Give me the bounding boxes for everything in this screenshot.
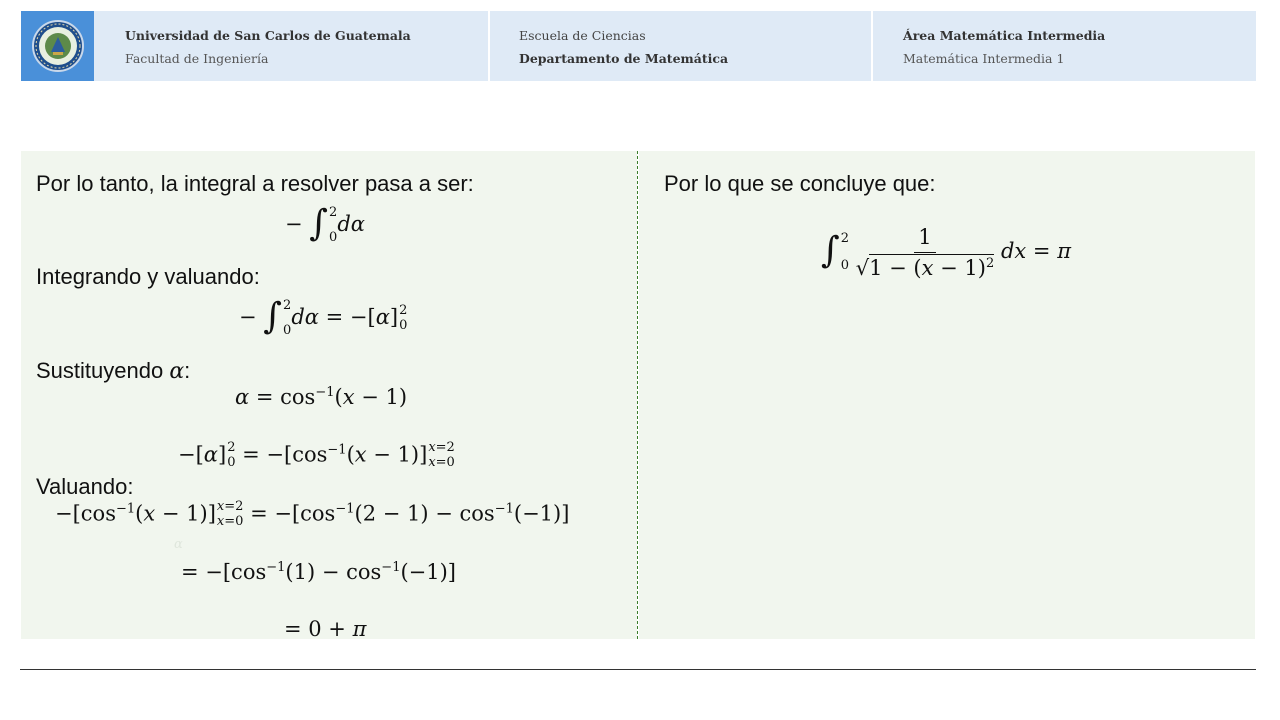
equation-integrate-evaluate: − ∫ 2 0 dα = −[α] 2 0 [239, 296, 408, 338]
course-name: Matemática Intermedia 1 [903, 51, 1065, 66]
header-cell-university [94, 11, 488, 81]
equation-integral: − ∫ 2 0 dα [285, 203, 365, 245]
faculty-name: Facultad de Ingeniería [125, 51, 269, 66]
conclusion-text: Por lo que se concluye que: [664, 171, 936, 196]
equation-valuating-3: = 0 + π [284, 617, 367, 639]
fraction: $\frac{1}{√1 - (x - 1)^2}$ [855, 225, 995, 280]
header-cell-course [871, 11, 1256, 81]
left-panel [21, 151, 637, 639]
header-cell-department [488, 11, 871, 81]
intro-text: Por lo tanto, la integral a resolver pasa a ser: [36, 171, 474, 196]
substituting-prefix: Sustituyendo [36, 358, 170, 383]
school-name: Escuela de Ciencias [519, 28, 646, 43]
area-name: Área Matemática Intermedia [903, 28, 1106, 43]
department-name: Departamento de Matemática [519, 51, 729, 66]
substituting-text [36, 358, 190, 384]
ghost-alpha: α [174, 537, 183, 552]
header-bar [21, 11, 1256, 81]
right-panel [639, 151, 1255, 639]
valuating-text: Valuando: [36, 474, 134, 499]
substituting-suffix: : [184, 358, 191, 383]
logo-box [21, 11, 94, 81]
university-name: Universidad de San Carlos de Guatemala [125, 28, 411, 43]
panel-divider [637, 151, 638, 639]
university-seal-icon [31, 19, 85, 73]
equation-conclusion: ∫ 2 0 $\frac{1}{√1 - (x - 1)^2}$ dx = π [821, 225, 1071, 280]
equation-valuating-2: = $-[\cos^{-1}(1) - \cos^{-1}(-1)]$ [181, 560, 457, 584]
equation-alpha-def: $\alpha = \cos^{-1}(x - 1)$ [235, 385, 408, 409]
integrating-text: Integrando y valuando: [36, 264, 260, 289]
substituting-var: α [169, 359, 185, 384]
equation-substitution: −[α] 2 0 = $-[\cos^{-1}(x - 1)]$ x=2 x=0 [178, 440, 455, 470]
footer-rule [20, 669, 1256, 670]
equation-valuating-1: $-[\cos^{-1}(x - 1)]$ x=2 x=0 = $-[\cos^{-1}(2 - 1) - \cos^{-1}(-1)]$ [55, 499, 570, 529]
